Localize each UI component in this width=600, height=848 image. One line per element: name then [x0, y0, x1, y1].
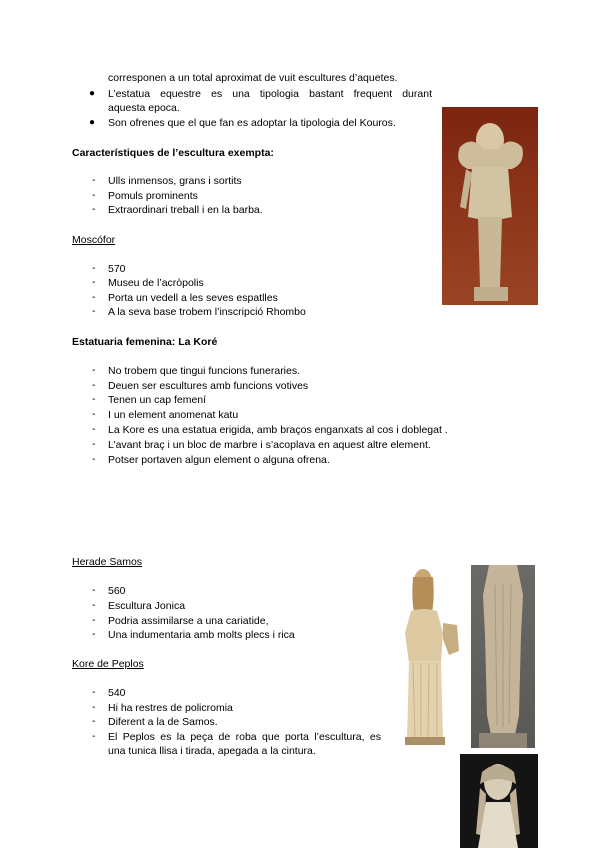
- moscofor-item: Museu de l’acròpolis: [108, 277, 204, 289]
- intro-bullet-1-line-2: aquesta epoca.: [108, 102, 180, 114]
- dash-marker: -: [92, 174, 96, 186]
- femenina-item: Tenen un cap femení: [108, 394, 207, 406]
- dash-marker: -: [92, 715, 96, 727]
- peplos-item: Diferent a la de Samos.: [108, 716, 218, 728]
- femenina-item: La Kore es una estatua erigida, amb braços enganxats al cos i doblegat .: [108, 424, 448, 436]
- kore-head-illustration: [460, 754, 538, 848]
- dash-marker: -: [92, 599, 96, 611]
- moscofor-statue-illustration: [442, 107, 538, 305]
- peplos-item-last-line-1: El Peplos es la peça de roba que porta l’escultura, es: [108, 731, 381, 743]
- dash-marker: -: [92, 379, 96, 391]
- intro-bullet-2: Son ofrenes que el que fan es adoptar la tipologia del Kouros.: [108, 117, 396, 129]
- femenina-item: Deuen ser escultures amb funcions votives: [108, 380, 309, 392]
- herade-item: Escultura Jonica: [108, 600, 186, 612]
- dash-marker: -: [92, 628, 96, 640]
- dash-marker: -: [92, 276, 96, 288]
- dash-marker: -: [92, 453, 96, 465]
- dash-marker: -: [92, 291, 96, 303]
- dash-marker: -: [92, 686, 96, 698]
- dash-marker: -: [92, 189, 96, 201]
- moscofor-item: A la seva base trobem l’inscripció Rhombo: [108, 306, 306, 318]
- dash-marker: -: [92, 408, 96, 420]
- herade-item: Una indumentaria amb molts plecs i rica: [108, 629, 295, 641]
- dash-marker: -: [92, 305, 96, 317]
- femenina-item: No trobem que tingui funcions funeraries.: [108, 365, 301, 377]
- dash-marker: -: [92, 584, 96, 596]
- caracteristiques-item: Extraordinari treball i en la barba.: [108, 204, 263, 216]
- femenina-heading: Estatuaria femenina: La Koré: [72, 336, 218, 348]
- herade-heading: Herade Samos: [72, 556, 143, 568]
- herade-item: 560: [108, 585, 126, 597]
- caracteristiques-heading: Característiques de l’escultura exempta:: [72, 147, 274, 159]
- dash-marker: -: [92, 393, 96, 405]
- peplos-item: Hi ha restres de policromia: [108, 702, 233, 714]
- dash-marker: -: [92, 262, 96, 274]
- intro-bullet-1-line-1: L’estatua equestre es una tipologia bastant frequent durant: [108, 88, 432, 100]
- femenina-item: Potser portaven algun element o alguna ofrena.: [108, 454, 330, 466]
- moscofor-item: Porta un vedell a les seves espatlles: [108, 292, 278, 304]
- moscofor-photo: [442, 107, 538, 305]
- dash-marker: -: [92, 364, 96, 376]
- peplos-item-last-line-2: una tunica llisa i tirada, apegada a la cintura.: [108, 745, 316, 757]
- peplos-statue-illustration: [471, 565, 535, 748]
- femenina-item: L’avant braç i un bloc de marbre i s’acoplava en aquest altre element.: [108, 439, 431, 451]
- moscofor-item: 570: [108, 263, 126, 275]
- bullet-marker: ●: [89, 88, 96, 99]
- dash-marker: -: [92, 730, 96, 742]
- dash-marker: -: [92, 614, 96, 626]
- kore-peplos-photo: [471, 565, 535, 748]
- dash-marker: -: [92, 438, 96, 450]
- bullet-marker: ●: [89, 117, 96, 128]
- dash-marker: -: [92, 423, 96, 435]
- herade-item: Podria assimilarse a una cariatide,: [108, 615, 269, 627]
- dash-marker: -: [92, 203, 96, 215]
- intro-continuation: corresponen a un total aproximat de vuit escultures d’aquetes.: [108, 72, 398, 84]
- herade-samos-photo: [391, 563, 461, 747]
- dash-marker: -: [92, 701, 96, 713]
- peplos-item: 540: [108, 687, 126, 699]
- femenina-item: I un element anomenat katu: [108, 409, 239, 421]
- kore-head-photo: [460, 754, 538, 848]
- kore-statue-illustration: [391, 563, 461, 747]
- caracteristiques-item: Pomuls prominents: [108, 190, 198, 202]
- caracteristiques-item: Ulls inmensos, grans i sortits: [108, 175, 242, 187]
- peplos-heading: Kore de Peplos: [72, 658, 144, 670]
- moscofor-heading: Moscófor: [72, 234, 116, 246]
